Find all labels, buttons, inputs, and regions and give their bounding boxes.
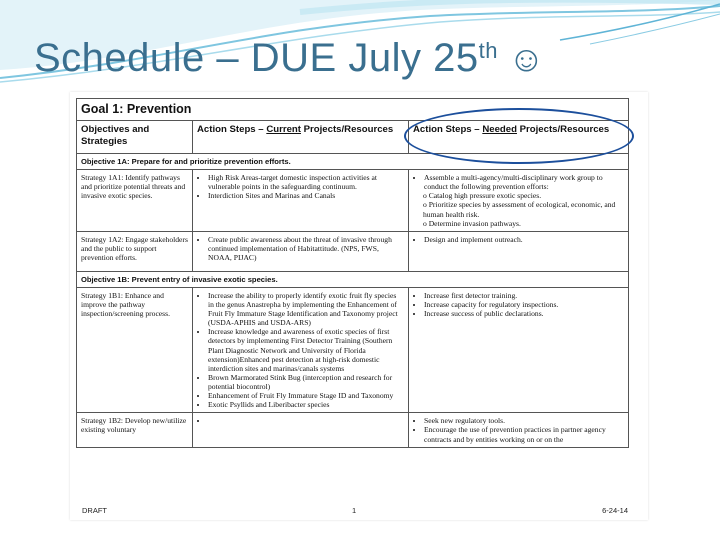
list-item xyxy=(208,416,404,425)
current-1a2 xyxy=(193,231,409,271)
col-current-header: Action Steps – Current Projects/Resources xyxy=(193,121,409,154)
col-needed-header: Action Steps – Needed Projects/Resources xyxy=(409,121,629,154)
strategy-row xyxy=(77,287,629,412)
strategy-row xyxy=(77,231,629,271)
strategy-row xyxy=(77,413,629,447)
smiley-icon: ☺ xyxy=(507,38,546,79)
strategy-1b1: Strategy 1B1: Enhance and improve the pathway inspection/screening process. xyxy=(77,287,193,412)
col-objectives-header: Objectives and Strategies xyxy=(77,121,193,154)
needed-1a2 xyxy=(409,231,629,271)
current-1a1 xyxy=(193,170,409,232)
strategy-1a2: Strategy 1A2: Engage stakeholders and the public to support prevention efforts. xyxy=(77,231,193,271)
list-item: • Increase capacity for regulatory inspections. xyxy=(424,300,624,309)
page-footer xyxy=(82,506,634,515)
current-1b1 xyxy=(193,287,409,412)
footer-page-number: 1 xyxy=(352,506,357,515)
title-ordinal-suffix: th xyxy=(478,38,498,63)
objective-1a: Objective 1A: Prepare for and prioritize prevention efforts. xyxy=(77,154,629,170)
strategy-row xyxy=(77,170,629,232)
strategy-1b2: Strategy 1B2: Develop new/utilize existing voluntary xyxy=(77,413,193,447)
list-item: • Exotic Psyllids and Liberibacter species xyxy=(208,400,404,409)
needed-1b2 xyxy=(409,413,629,447)
list-item: • Increase the ability to properly identify exotic fruit fly species in the genus Anastrepha by implementing the Enhancement of Fruit Fly Immature Stage Identification and Taxonomy project (USDA-APHIS and USDA-ARS) xyxy=(208,291,404,327)
list-item: • Seek new regulatory tools. xyxy=(424,416,624,425)
list-item: • Increase first detector training. xyxy=(424,291,624,300)
slide-title xyxy=(34,36,545,81)
needed-1b1 xyxy=(409,287,629,412)
needed-1a1 xyxy=(409,170,629,232)
list-item: • Increase knowledge and awareness of exotic species of first detectors by implementing First Detector Training (Southern Plant Diagnostic Network and University of Florida extension)Enhanced pest detection at high-risk domestic interdiction sites and marinas/canals systems xyxy=(208,327,404,373)
list-item: o Catalog high pressure exotic species. xyxy=(423,191,624,200)
strategy-1a1: Strategy 1A1: Identify pathways and prioritize potential threats and invasive exotic species. xyxy=(77,170,193,232)
slide-title-text: Schedule – DUE July 25 xyxy=(34,36,479,80)
footer-date: 6-24-14 xyxy=(602,506,628,515)
footer-draft: DRAFT xyxy=(82,506,107,515)
list-item: • High Risk Areas-target domestic inspection activities at vulnerable points in the safeguarding continuum. xyxy=(208,173,404,191)
list-item: • Enhancement of Fruit Fly Immature Stage ID and Taxonomy xyxy=(208,391,404,400)
list-item: • Encourage the use of prevention practices in partner agency contracts and by entities working on or on the xyxy=(424,425,624,443)
list-item: o Prioritize species by assessment of ecological, economic, and human health risk. xyxy=(423,200,624,218)
list-item: • Interdiction Sites and Marinas and Canals xyxy=(208,191,404,200)
highlight-oval xyxy=(404,108,634,164)
list-item: • Assemble a multi-agency/multi-disciplinary work group to conduct the following prevention efforts: xyxy=(424,173,624,191)
objective-row xyxy=(77,271,629,287)
list-item: • Brown Marmorated Stink Bug (interception and research for potential biocontrol) xyxy=(208,373,404,391)
list-item: • Increase success of public declarations. xyxy=(424,309,624,318)
current-1b2 xyxy=(193,413,409,447)
objective-1b: Objective 1B: Prevent entry of invasive exotic species. xyxy=(77,271,629,287)
goal-heading: Goal 1: Prevention xyxy=(77,99,629,121)
list-item: • Create public awareness about the threat of invasive through continued implementation of Habitattitude. (NPS, FWS, NOAA, PIJAC) xyxy=(208,235,404,262)
list-item: • Design and implement outreach. xyxy=(424,235,624,244)
list-item: o Determine invasion pathways. xyxy=(423,219,624,228)
